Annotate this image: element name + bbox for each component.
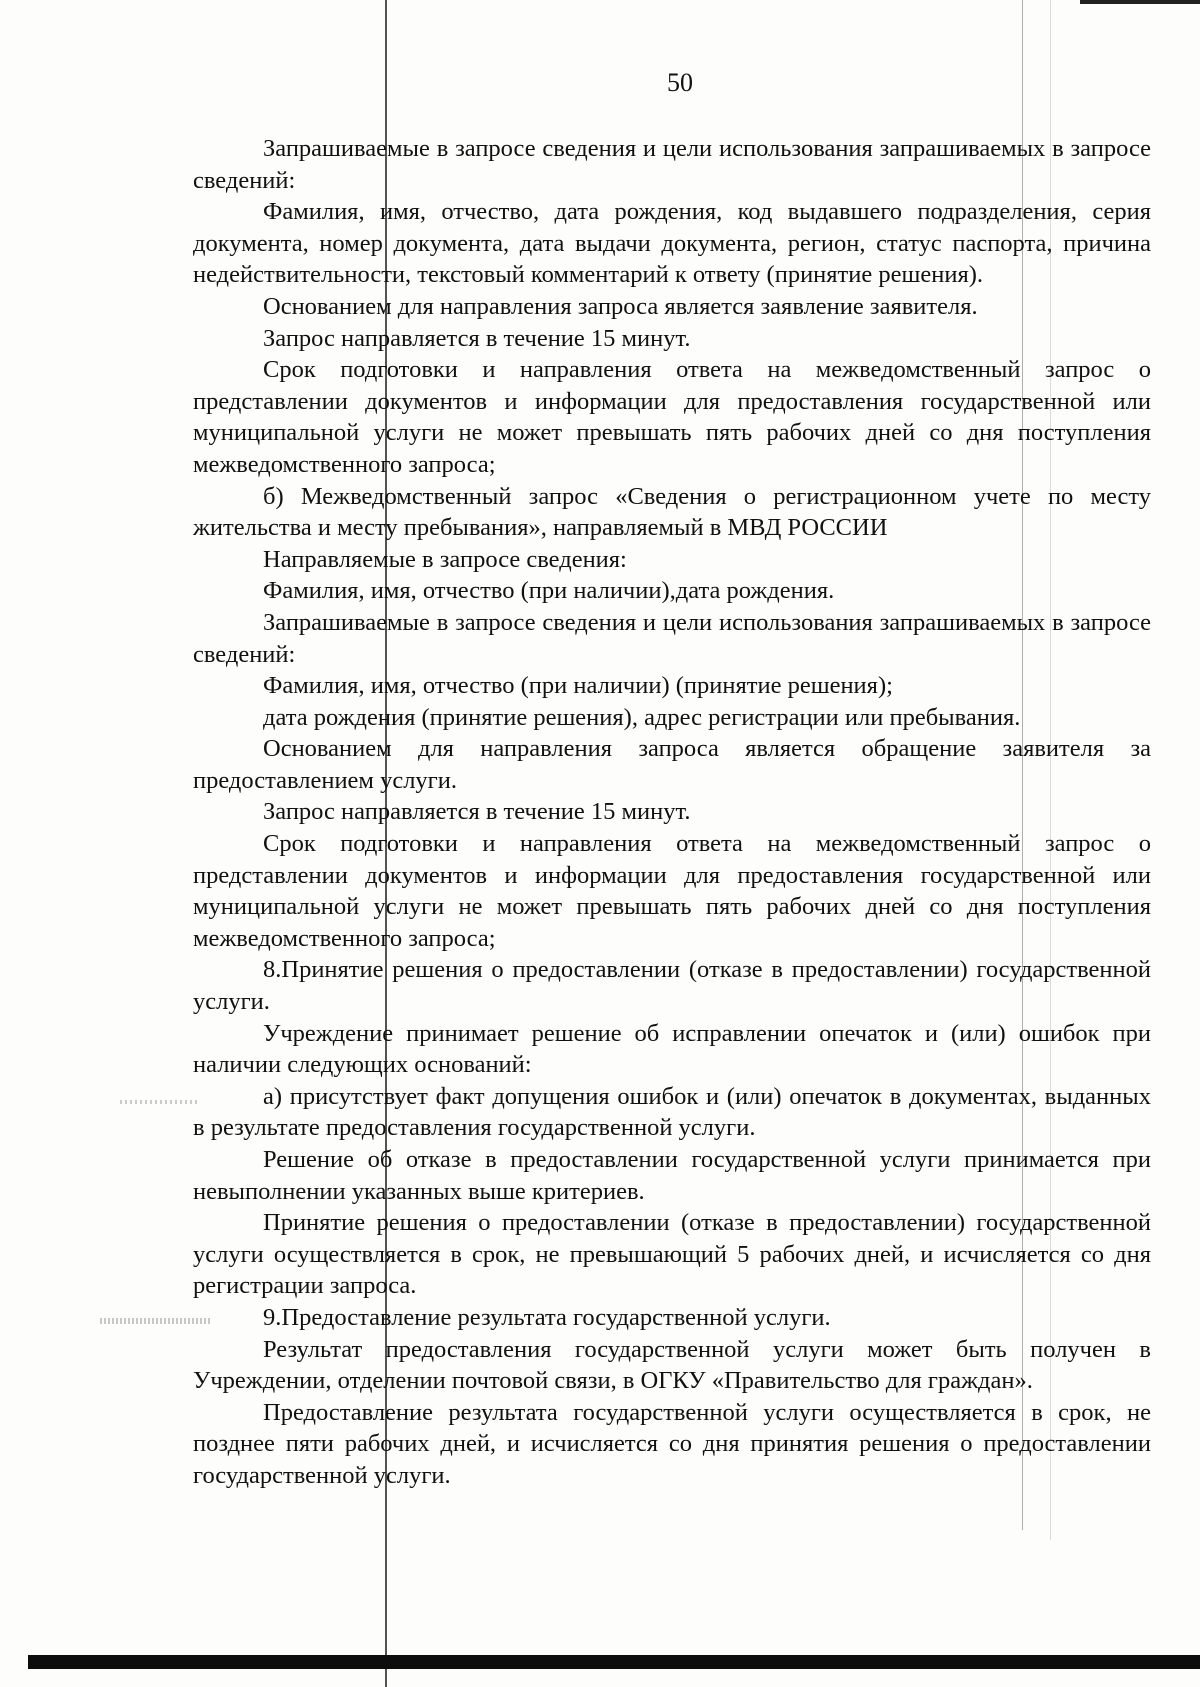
paragraph: Фамилия, имя, отчество (при наличии),дата рождения. xyxy=(263,577,835,605)
paragraph: Направляемые в запросе сведения: xyxy=(263,545,627,573)
paragraph: дата рождения (принятие решения), адрес регистрации или пребывания. xyxy=(263,703,1021,731)
paragraph: Фамилия, имя, отчество, дата рождения, код выдавшего подразделения, серия документа, номер документа, дата выдачи документа, регион, статус паспорта, причина недействительности, текстовый комментарий к ответу (принятие решения). xyxy=(193,198,1151,289)
paragraph: Результат предоставления государственной услуги может быть получен в Учреждении, отделении почтовой связи, в ОГКУ «Правительство для граждан». xyxy=(193,1335,1151,1395)
paragraph: Запрашиваемые в запросе сведения и цели использования запрашиваемых в запросе сведений: xyxy=(193,608,1151,668)
paragraph: Учреждение принимает решение об исправлении опечаток и (или) ошибок при наличии следующих оснований: xyxy=(193,1019,1151,1079)
paragraph: Запрос направляется в течение 15 минут. xyxy=(263,324,691,352)
paragraph: Срок подготовки и направления ответа на межведомственный запрос о представлении документов и информации для предоставления государственной или муниципальной услуги не может превышать пять рабочих дней со дня поступления межведомственного запроса; xyxy=(193,830,1151,952)
paragraph: а) присутствует факт допущения ошибок и (или) опечаток в документах, выданных в результате предоставления государственной услуги. xyxy=(193,1082,1151,1142)
paragraph: Запрашиваемые в запросе сведения и цели использования запрашиваемых в запросе сведений: xyxy=(193,135,1151,194)
paragraph: Основанием для направления запроса является обращение заявителя за предоставлением услуги. xyxy=(193,735,1151,794)
paragraph: б) Межведомственный запрос «Сведения о регистрационном учете по месту жительства и месту пребывания», направляемый в МВД РОССИИ xyxy=(193,482,1151,542)
paragraph: Решение об отказе в предоставлении государственной услуги принимается при невыполнении указанных выше критериев. xyxy=(193,1146,1151,1205)
paragraph: Предоставление результата государственной услуги осуществляется в срок, не позднее пяти рабочих дней, и исчисляется со дня принятия решения о предоставлении государственной услуги. xyxy=(193,1398,1151,1489)
paragraph: Фамилия, имя, отчество (при наличии) (принятие решения); xyxy=(263,672,893,700)
section-heading-8: 8.Принятие решения о предоставлении (отказе в предоставлении) государственной услуги. xyxy=(193,956,1151,1016)
scan-speckle xyxy=(120,1100,200,1104)
paragraph: Срок подготовки и направления ответа на межведомственный запрос о представлении документов и информации для предоставления государственной или муниципальной услуги не может превышать пять рабочих дней со дня поступления межведомственного запроса; xyxy=(193,356,1151,478)
page-number: 50 xyxy=(667,68,693,97)
section-heading-9: 9.Предоставление результата государственной услуги. xyxy=(263,1303,831,1331)
paragraph: Принятие решения о предоставлении (отказе в предоставлении) государственной услуги осуществляется в срок, не превышающий 5 рабочих дней, и исчисляется со дня регистрации запроса. xyxy=(193,1209,1151,1300)
document-body xyxy=(193,133,1151,1492)
scan-edge-bottom xyxy=(28,1655,1200,1669)
scan-edge-top xyxy=(1080,0,1200,4)
paragraph: Основанием для направления запроса является заявление заявителя. xyxy=(263,292,978,320)
paragraph: Запрос направляется в течение 15 минут. xyxy=(263,798,691,826)
